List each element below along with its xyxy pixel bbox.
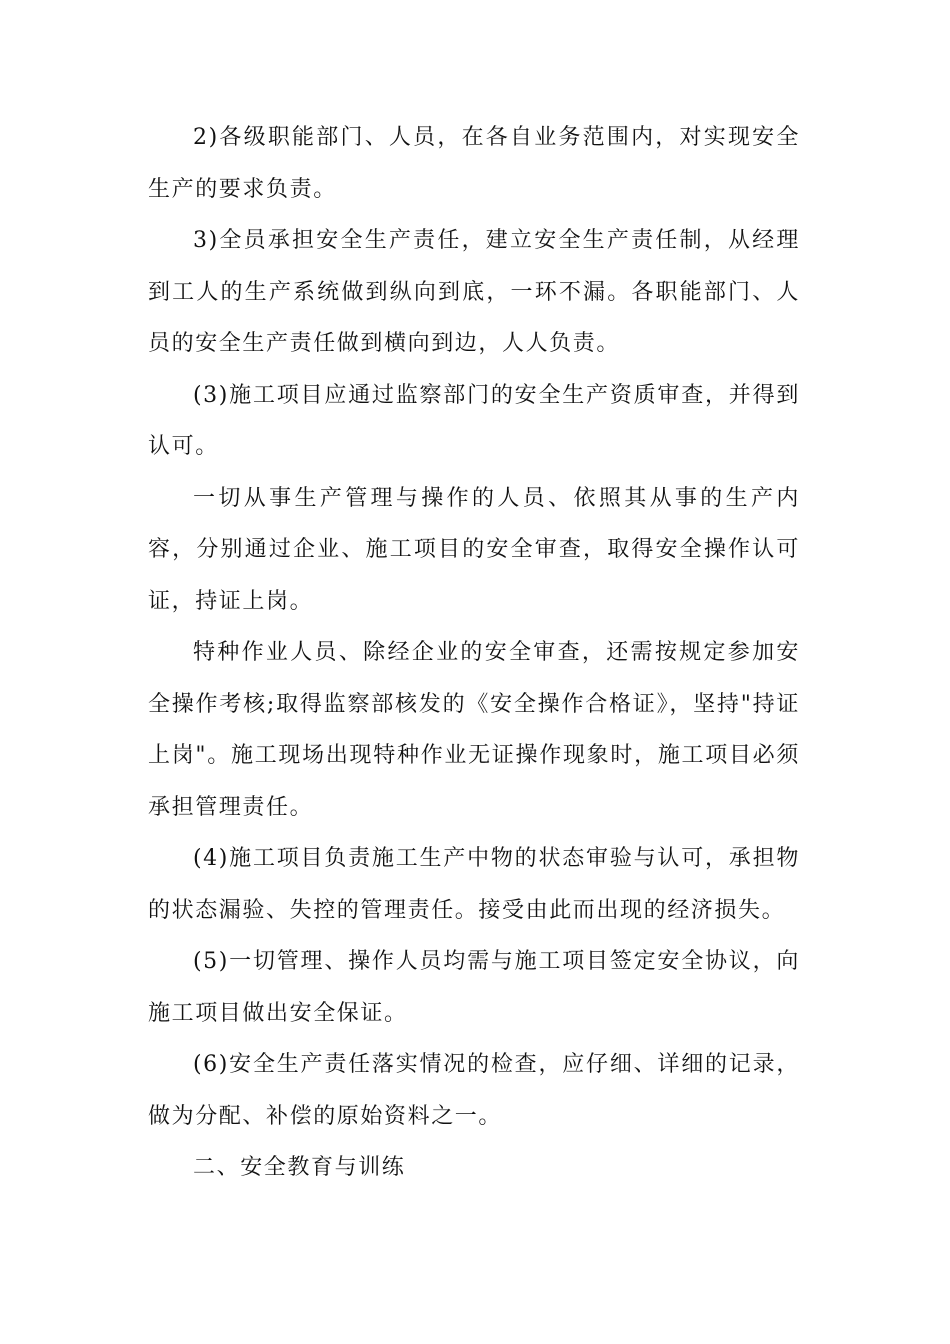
paragraph-3: (3)施工项目应通过监察部门的安全生产资质审查，并得到认可。 [148, 382, 800, 459]
paragraph-6: (4)施工项目负责施工生产中物的状态审验与认可，承担物的状态漏验、失控的管理责任。接受由此而出现的经济损失。 [148, 846, 800, 923]
paragraph-1: 2)各级职能部门、人员，在各自业务范围内，对实现安全生产的要求负责。 [148, 125, 800, 202]
paragraph-4: 一切从事生产管理与操作的人员、依照其从事的生产内容，分别通过企业、施工项目的安全审查，取得安全操作认可证，持证上岗。 [148, 485, 800, 614]
paragraph-2: 3)全员承担安全生产责任，建立安全生产责任制，从经理到工人的生产系统做到纵向到底，一环不漏。各职能部门、人员的安全生产责任做到横向到边，人人负责。 [148, 228, 800, 356]
paragraph-5: 特种作业人员、除经企业的安全审查，还需按规定参加安全操作考核;取得监察部核发的《安全操作合格证》，坚持"持证上岗"。施工现场出现特种作业无证操作现象时，施工项目必须承担管理责任。 [148, 640, 800, 820]
paragraph-7: (5)一切管理、操作人员均需与施工项目签定安全协议，向施工项目做出安全保证。 [148, 949, 800, 1026]
section-heading: 二、安全教育与训练 [193, 1155, 406, 1180]
document-body [148, 112, 800, 1194]
paragraph-8: (6)安全生产责任落实情况的检查，应仔细、详细的记录，做为分配、补偿的原始资料之一。 [148, 1052, 800, 1129]
